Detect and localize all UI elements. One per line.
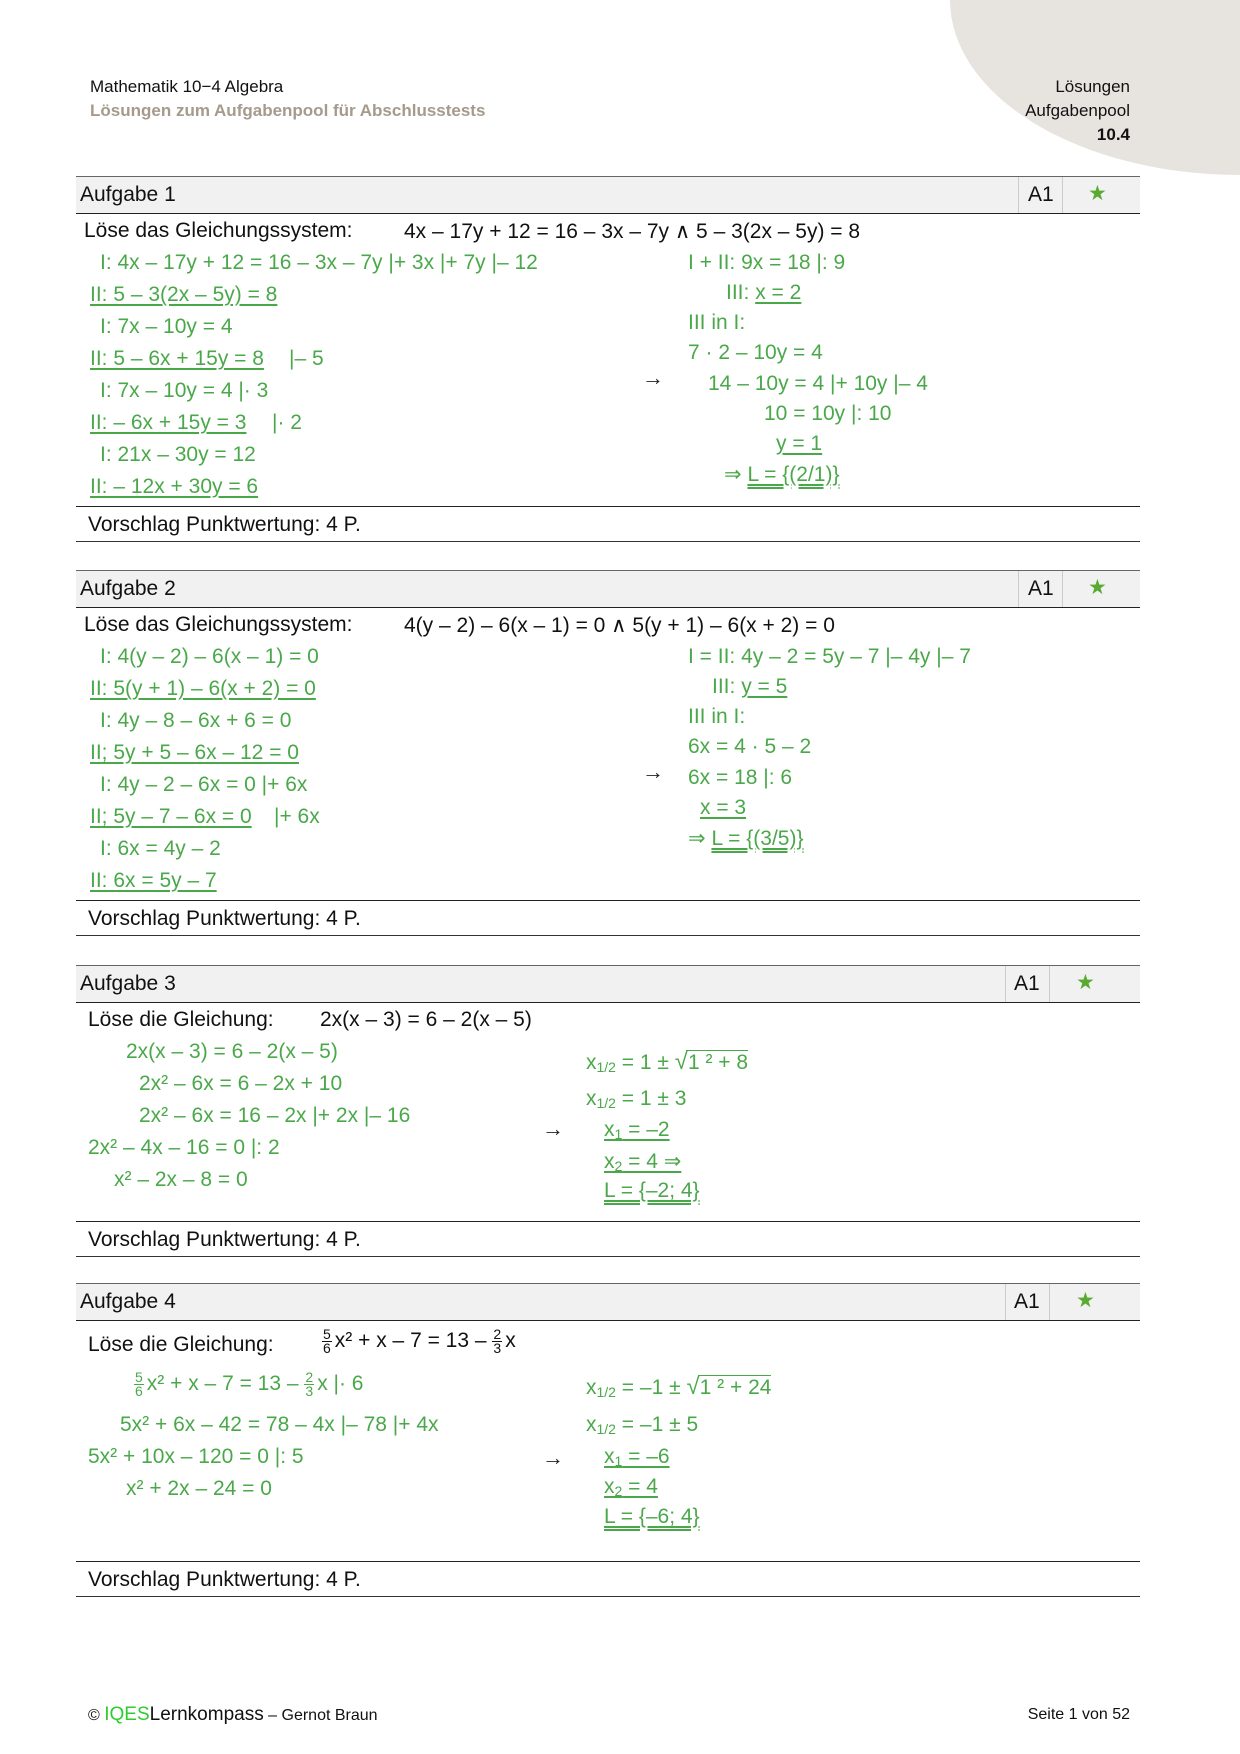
- solution-operation: |+ 6x: [274, 805, 320, 828]
- fraction: $\frac{2}{3}$: [493, 1326, 502, 1356]
- star-icon: ★: [1076, 1289, 1095, 1312]
- task-level: A1: [1014, 972, 1040, 995]
- doc-type-line2: Aufgabenpool: [1025, 101, 1130, 120]
- solution-step: $x_{1/2} = -1 \pm 5$: [586, 1413, 699, 1437]
- arrow-icon: →: [642, 365, 664, 390]
- solution-step: 7 · 2 – 10y = 4: [688, 341, 823, 364]
- solution-step: II; 5y – 7 – 6x = 0: [90, 805, 252, 828]
- solution-result: $x_2 = 4$ ⇒: [604, 1150, 682, 1174]
- solution-step: II: 5(y + 1) – 6(x + 2) = 0: [90, 677, 316, 700]
- solution-step: I = II: 4y – 2 = 5y – 7 |– 4y |– 7: [688, 645, 971, 668]
- solution-step: 5x² + 6x – 42 = 78 – 4x |– 78 |+ 4x: [120, 1413, 439, 1436]
- arrow-icon: →: [542, 1116, 564, 1141]
- task-header: [76, 1283, 1140, 1321]
- brand-lernkompass: Lernkompass: [149, 1704, 264, 1725]
- doc-subject: Mathematik 10−4 Algebra: [90, 77, 284, 96]
- points-row: [76, 1221, 1140, 1257]
- solution-step: x² + 2x – 24 = 0: [126, 1477, 272, 1500]
- solution-step: 2x² – 6x = 16 – 2x |+ 2x |– 16: [139, 1104, 411, 1127]
- page-number: Seite 1 von 52: [1027, 1706, 1130, 1723]
- task-prompt-label: Löse die Gleichung:: [88, 1008, 274, 1031]
- points-row: [76, 506, 1140, 542]
- points-suggestion: Vorschlag Punktwertung: 4 P.: [88, 1228, 361, 1251]
- task-prompt-expression: 4(y – 2) – 6(x – 1) = 0 ∧ 5(y + 1) – 6(x + 2) = 0: [404, 614, 835, 637]
- solution-set: ⇒ L = {(3/5)}: [688, 827, 804, 850]
- task-title: Aufgabe 1: [80, 183, 176, 206]
- solution-step-label: III: x = 2: [726, 281, 802, 304]
- solution-set: L = {–2; 4}: [604, 1179, 700, 1202]
- doc-subtitle: Lösungen zum Aufgabenpool für Abschlusstests: [90, 101, 486, 120]
- task-prompt-label: Löse das Gleichungssystem:: [84, 613, 353, 636]
- star-icon: ★: [1088, 182, 1107, 205]
- solution-step: I: 7x – 10y = 4 |· 3: [100, 379, 269, 402]
- solution-set: L = {–6; 4}: [604, 1505, 700, 1528]
- fraction: $\frac{2}{3}$: [305, 1369, 314, 1399]
- solution-step: I: 7x – 10y = 4: [100, 315, 233, 338]
- solution-step: 2x(x – 3) = 6 – 2(x – 5): [126, 1040, 338, 1063]
- brand-iqes: IQES: [104, 1704, 150, 1725]
- footer-brand: [88, 1704, 378, 1726]
- task-title: Aufgabe 2: [80, 577, 176, 600]
- task-3: [76, 965, 1140, 1255]
- star-icon: ★: [1088, 576, 1107, 599]
- task-level: A1: [1028, 183, 1054, 206]
- solution-step: x² – 2x – 8 = 0: [114, 1168, 248, 1191]
- task-title: Aufgabe 3: [80, 972, 176, 995]
- solution-step: I: 4y – 2 – 6x = 0 |+ 6x: [100, 773, 308, 796]
- solution-step: II: 6x = 5y – 7: [90, 869, 217, 892]
- solution-step: 6x = 18 |: 6: [688, 766, 793, 789]
- task-prompt-expression: $\frac{5}{6}$ x² + x – 7 = 13 – $\frac{2}{3}$ x: [323, 1326, 516, 1356]
- task-2: [76, 570, 1140, 940]
- solution-result: $x_2 = 4$: [604, 1475, 658, 1499]
- solution-step: II; 5y + 5 – 6x – 12 = 0: [90, 741, 299, 764]
- solution-step: 6x = 4 · 5 – 2: [688, 735, 812, 758]
- solution-step: 2x² – 4x – 16 = 0 |: 2: [88, 1136, 280, 1159]
- arrow-icon: →: [542, 1445, 564, 1470]
- arrow-icon: →: [642, 759, 664, 784]
- task-4: [76, 1283, 1140, 1603]
- task-level: A1: [1028, 577, 1054, 600]
- solution-result: y = 5: [741, 675, 788, 698]
- solution-step: II: – 6x + 15y = 3: [90, 411, 247, 434]
- fraction: $\frac{5}{6}$: [135, 1369, 143, 1399]
- points-row: [76, 1561, 1140, 1597]
- sqrt-icon: √: [686, 1373, 700, 1400]
- solution-operation: |– 5: [289, 347, 324, 370]
- solution-result: $x_1 = -6$: [604, 1445, 670, 1469]
- solution-step-label: III: y = 5: [712, 675, 788, 698]
- solution-step: 2x² – 6x = 6 – 2x + 10: [139, 1072, 343, 1095]
- task-header: [76, 176, 1140, 214]
- points-suggestion: Vorschlag Punktwertung: 4 P.: [88, 1568, 361, 1591]
- solution-step: 10 = 10y |: 10: [764, 402, 892, 425]
- solution-step: I: 4(y – 2) – 6(x – 1) = 0: [100, 645, 319, 668]
- points-suggestion: Vorschlag Punktwertung: 4 P.: [88, 907, 361, 930]
- solution-step: I: 4y – 8 – 6x + 6 = 0: [100, 709, 292, 732]
- solution-result: x = 2: [755, 281, 802, 304]
- solution-step: $\frac{5}{6}$ x² + x – 7 = 13 – $\frac{2}{3}$ x |· 6: [135, 1369, 364, 1399]
- solution-step: I: 4x – 17y + 12 = 16 – 3x – 7y |+ 3x |+ 7y |– 12: [100, 251, 538, 274]
- implies-icon: ⇒: [688, 827, 712, 850]
- solution-step: III in I:: [688, 311, 746, 334]
- solution-result: y = 1: [776, 432, 823, 455]
- solution-step: I: 21x – 30y = 12: [100, 443, 256, 466]
- solution-result: x = 3: [700, 796, 747, 819]
- points-suggestion: Vorschlag Punktwertung: 4 P.: [88, 513, 361, 536]
- solution-result: $x_1 = -2$: [604, 1118, 670, 1142]
- task-prompt-expression: 2x(x – 3) = 6 – 2(x – 5): [320, 1008, 532, 1031]
- quadratic-formula: $x_{1/2} = 1 \pm √1$ ² + 8: [586, 1048, 749, 1075]
- solution-step: I: 6x = 4y – 2: [100, 837, 221, 860]
- sqrt-icon: √: [674, 1048, 688, 1075]
- solution-operation: |· 2: [272, 411, 302, 434]
- solution-set: ⇒ L = {(2/1)}: [724, 463, 840, 486]
- solution-step: II: – 12x + 30y = 6: [90, 475, 259, 498]
- solution-step: $x_{1/2} = 1 \pm 3$: [586, 1087, 687, 1111]
- task-prompt-label: Löse die Gleichung:: [88, 1333, 274, 1356]
- star-icon: ★: [1076, 971, 1095, 994]
- solution-step: I + II: 9x = 18 |: 9: [688, 251, 846, 274]
- task-title: Aufgabe 4: [80, 1290, 176, 1313]
- task-level: A1: [1014, 1290, 1040, 1313]
- task-header: [76, 965, 1140, 1003]
- solution-step: II: 5 – 3(2x – 5y) = 8: [90, 283, 278, 306]
- doc-number: 10.4: [1096, 125, 1130, 144]
- fraction: $\frac{5}{6}$: [323, 1326, 331, 1356]
- implies-icon: ⇒: [724, 463, 748, 486]
- solution-step: 14 – 10y = 4 |+ 10y |– 4: [708, 372, 928, 395]
- task-prompt-expression: 4x – 17y + 12 = 16 – 3x – 7y ∧ 5 – 3(2x – 5y) = 8: [404, 220, 861, 243]
- doc-type-line1: Lösungen: [1055, 77, 1130, 96]
- solution-step: 5x² + 10x – 120 = 0 |: 5: [88, 1445, 304, 1468]
- task-1: [76, 176, 1140, 546]
- task-header: [76, 570, 1140, 608]
- copyright-icon: ©: [88, 1707, 100, 1724]
- points-row: [76, 900, 1140, 936]
- task-prompt-label: Löse das Gleichungssystem:: [84, 219, 353, 242]
- quadratic-formula: $x_{1/2} = -1 \pm √1$ ² + 24: [586, 1373, 772, 1400]
- solution-step: III in I:: [688, 705, 746, 728]
- solution-step: II: 5 – 6x + 15y = 8: [90, 347, 264, 370]
- author: – Gernot Braun: [263, 1707, 378, 1724]
